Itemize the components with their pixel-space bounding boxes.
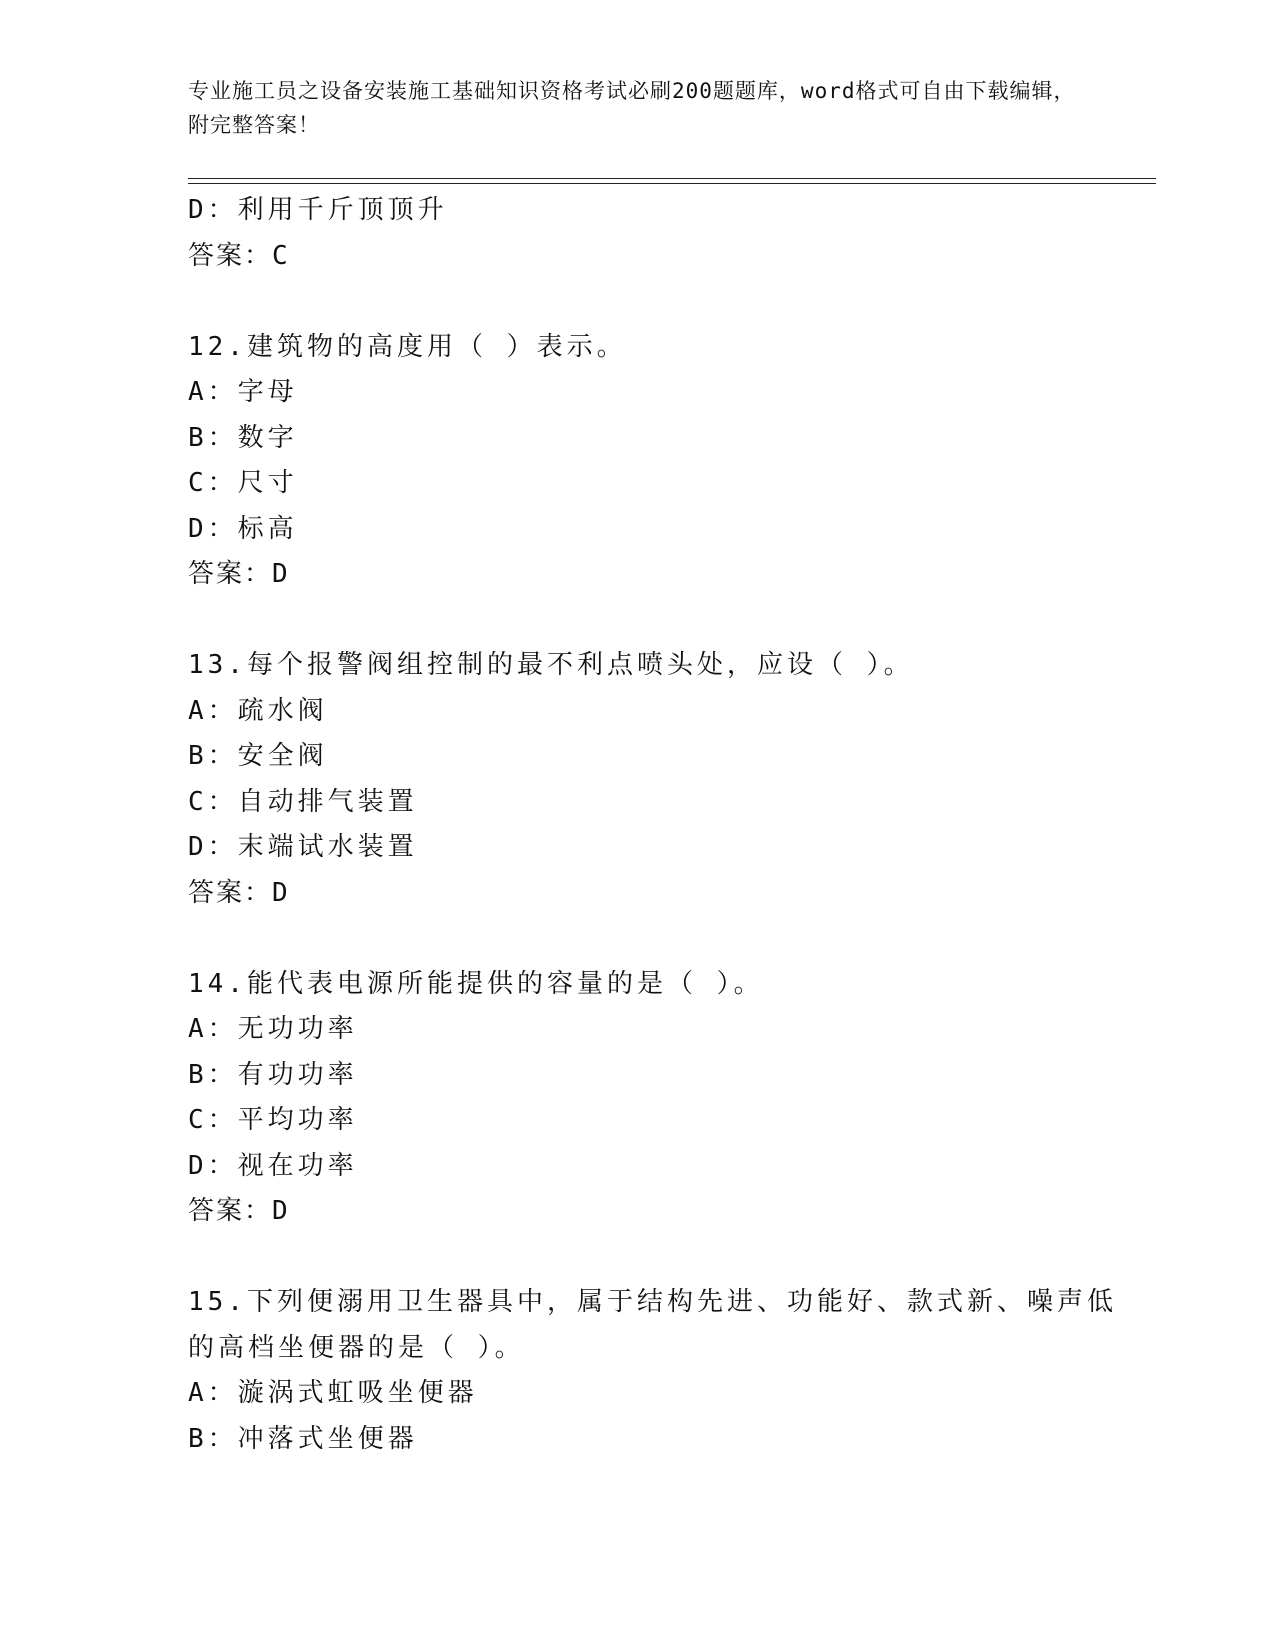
question-15: [188, 1280, 1128, 1462]
option-b: B：安全阀: [188, 741, 328, 771]
question-13: [188, 643, 1128, 916]
option-a: A：漩涡式虹吸坐便器: [188, 1378, 478, 1408]
option-d: D：标高: [188, 513, 298, 544]
question-stem: 13.每个报警阀组控制的最不利点喷头处，应设（ ）。: [188, 650, 914, 680]
question-stem: 12.建筑物的高度用（ ）表示。: [188, 331, 627, 362]
question-stem: 15.下列便溺用卫生器具中，属于结构先进、功能好、款式新、噪声低: [188, 1287, 1117, 1317]
option-d: D：利用千斤顶顶升: [188, 195, 448, 225]
document-body: [188, 188, 1128, 1462]
option-c: C：平均功率: [188, 1105, 358, 1135]
option-a: A：无功功率: [188, 1014, 358, 1044]
option-b: B：冲落式坐便器: [188, 1423, 418, 1454]
answer-line: 答案：D: [188, 559, 290, 589]
option-a: A：疏水阀: [188, 695, 328, 726]
spacer: [188, 598, 1128, 644]
option-d: D：末端试水装置: [188, 832, 418, 862]
option-d: D：视在功率: [188, 1150, 358, 1181]
document-header: 专业施工员之设备安装施工基础知识资格考试必刷200题题库，word格式可自由下载编辑，附完整答案！: [188, 79, 1076, 137]
question-stem-continued: 的高档坐便器的是（ ）。: [188, 1332, 525, 1363]
option-b: B：有功功率: [188, 1059, 358, 1090]
answer-line: 答案：D: [188, 1196, 290, 1226]
header-rule-bottom: [188, 183, 1156, 184]
header-rule-top: [188, 178, 1156, 179]
spacer: [188, 279, 1128, 325]
spacer: [188, 916, 1128, 962]
question-14: [188, 962, 1128, 1235]
option-c: C：自动排气装置: [188, 786, 418, 817]
spacer: [188, 1235, 1128, 1281]
answer-line: 答案：D: [188, 877, 290, 908]
question-stem: 14.能代表电源所能提供的容量的是（ ）。: [188, 968, 764, 999]
answer-line: 答案：C: [188, 240, 290, 271]
option-a: A：字母: [188, 377, 298, 407]
option-c: C：尺寸: [188, 468, 298, 498]
question-12: [188, 325, 1128, 598]
option-b: B：数字: [188, 422, 298, 453]
